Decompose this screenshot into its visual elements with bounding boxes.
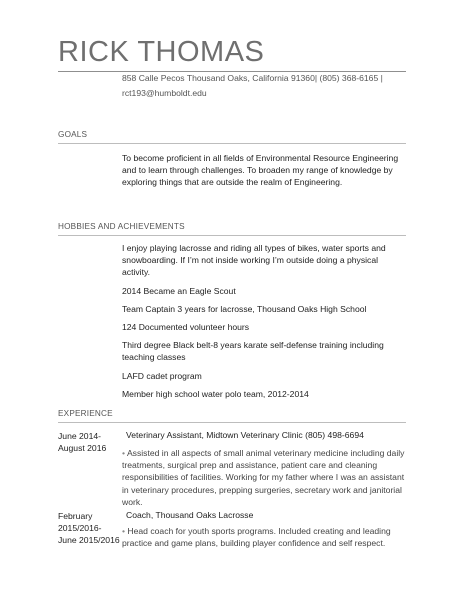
bullet-icon: •: [122, 448, 126, 458]
hobby-item: I enjoy playing lacrosse and riding all types of bikes, water sports and snowboarding. If I’m not inside working I’m outside doing a physical activity.: [122, 243, 386, 278]
hobby-item: 2014 Became an Eagle Scout: [122, 285, 236, 296]
job-description-text: Assisted in all aspects of small animal veterinary medicine including daily treatments, surgical prep and assistance, patient care and cleaning responsibilities of facilities. Working for my father where I was an assistant in veterinary procedures, prepping surgeries, secretary work and janitorial work.: [122, 448, 405, 507]
hobbies-heading: HOBBIES AND ACHIEVEMENTS: [58, 222, 185, 231]
hobbies-list: [122, 242, 406, 406]
contact-line-email: rct193@humboldt.edu: [122, 87, 207, 98]
hobby-item: Team Captain 3 years for lacrosse, Thousand Oaks High School: [122, 303, 367, 314]
experience-divider: [58, 422, 406, 423]
hobby-item: Member high school water polo team, 2012-2014: [122, 388, 309, 399]
resume-name: RICK THOMAS: [58, 36, 265, 68]
bullet-icon: •: [122, 526, 126, 536]
experience-heading: EXPERIENCE: [58, 409, 113, 418]
goals-heading: GOALS: [58, 130, 88, 139]
hobbies-divider: [58, 235, 406, 236]
job-description: [122, 447, 406, 508]
goals-divider: [58, 143, 406, 144]
job-description: [122, 525, 406, 549]
job-dates: February 2015/2016-June 2015/2016: [58, 511, 120, 546]
hobby-item: Third degree Black belt-8 years karate self-defense training including teaching classes: [122, 340, 384, 363]
contact-line-address-phone: 858 Calle Pecos Thousand Oaks, California 91360| (805) 368-6165 |: [122, 73, 383, 83]
job-title: Coach, Thousand Oaks Lacrosse: [126, 510, 254, 520]
contact-info: [122, 71, 402, 100]
goals-text: To become proficient in all fields of Environmental Resource Engineering and to learn through challenges. To broaden my range of knowledge by exploring things that are outside the realm of Engineering.: [122, 153, 399, 188]
hobby-item: 124 Documented volunteer hours: [122, 322, 250, 333]
job-description-text: Head coach for youth sports programs. Included creating and leading practice and game plans, building player confidence and self respect.: [122, 526, 391, 549]
job-title: Veterinary Assistant, Midtown Veterinary Clinic (805) 498-6694: [126, 430, 364, 440]
job-dates: June 2014-August 2016: [58, 431, 107, 454]
hobby-item: LAFD cadet program: [122, 370, 202, 381]
